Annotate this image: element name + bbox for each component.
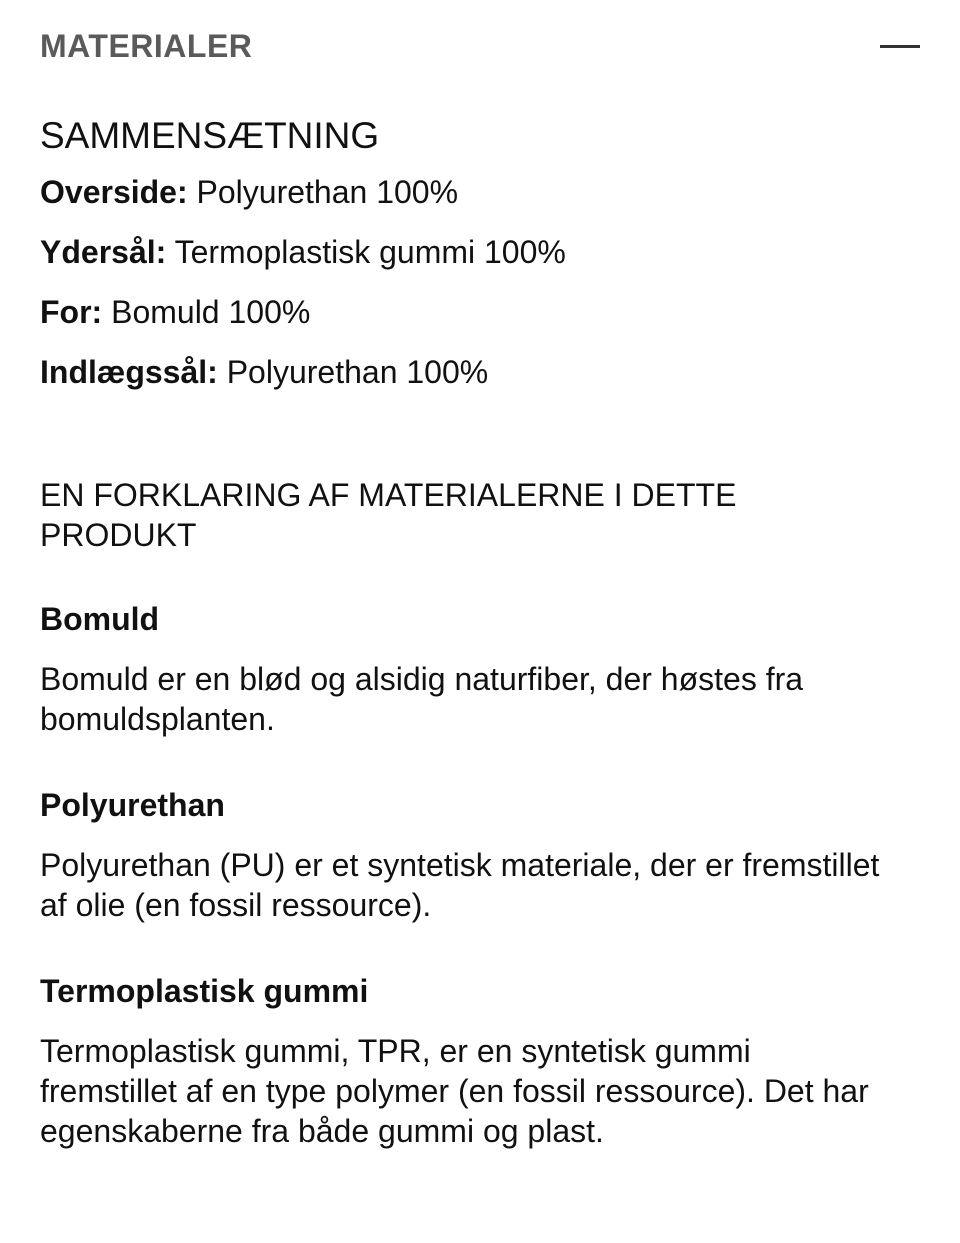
composition-list [40,172,920,392]
composition-row [40,172,920,212]
composition-part-label: For: [40,294,103,330]
composition-row [40,292,920,332]
material-name: Termoplastisk gummi [40,973,369,1009]
material-description: Bomuld er en blød og alsidig naturfiber, der høstes fra bomuldsplanten. [40,661,804,737]
material-block [40,785,920,925]
minus-icon[interactable] [880,34,920,58]
composition-part-label: Indlægssål: [40,354,218,390]
explanation-heading: EN FORKLARING AF MATERIALERNE I DETTE PRODUKT [40,477,737,553]
composition-part-value: Bomuld 100% [102,294,311,330]
material-block [40,971,920,1151]
composition-part-value: Termoplastisk gummi 100% [166,234,566,270]
composition-row [40,232,920,272]
material-description: Termoplastisk gummi, TPR, er en syntetisk gummi fremstillet af en type polymer (en fossil ressource). Det har egenskaberne fra både gummi og plast. [40,1033,869,1149]
composition-part-value: Polyurethan 100% [187,174,459,210]
material-block [40,599,920,739]
composition-part-value: Polyurethan 100% [217,354,489,390]
composition-part-label: Ydersål: [40,234,167,270]
accordion-title: MATERIALER [40,27,253,64]
material-description: Polyurethan (PU) er et syntetisk materiale, der er fremstillet af olie (en fossil ressource). [40,847,880,923]
material-name: Bomuld [40,601,160,637]
material-name: Polyurethan [40,787,225,823]
materials-accordion-header[interactable] [40,22,920,70]
composition-heading: SAMMENSÆTNING [40,115,380,156]
composition-part-label: Overside: [40,174,188,210]
materials-content [40,112,920,1151]
composition-row [40,352,920,392]
